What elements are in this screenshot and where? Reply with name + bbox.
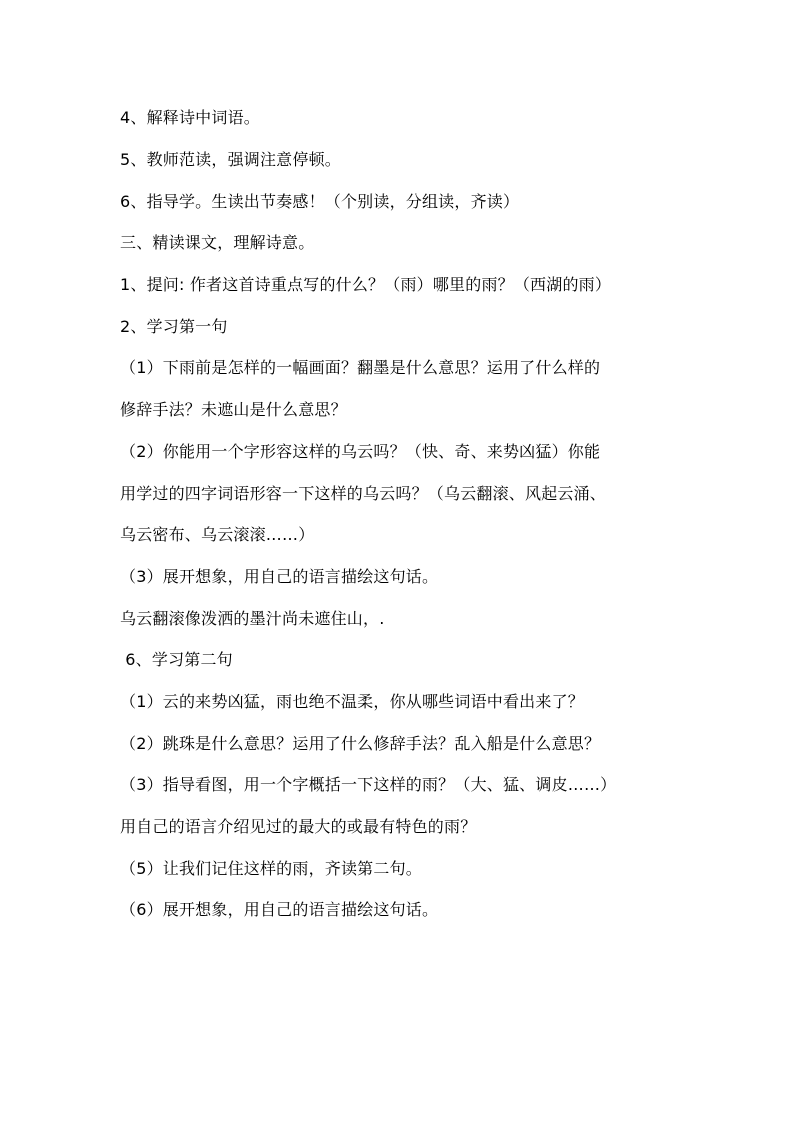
text-line: 2、学习第一句 bbox=[120, 317, 228, 336]
text-line: 5、教师范读，强调注意停顿。 bbox=[120, 150, 341, 169]
text-line: 6、指导学。生读出节奏感！（个别读，分组读，齐读） bbox=[120, 192, 520, 211]
text-line: （2）你能用一个字形容这样的乌云吗？（快、奇、来势凶猛）你能 bbox=[120, 442, 601, 461]
text-line: 乌云翻滚像泼洒的墨汁尚未遮住山，. bbox=[120, 609, 385, 628]
text-line: 乌云密布、乌云滚滚……） bbox=[120, 525, 315, 544]
text-line: （3）展开想象，用自己的语言描绘这句话。 bbox=[120, 567, 439, 586]
section-heading: 三、精读课文，理解诗意。 bbox=[120, 233, 315, 252]
text-line: 用学过的四字词语形容一下这样的乌云吗？（乌云翻滚、风起云涌、 bbox=[120, 484, 607, 503]
text-line: （2）跳珠是什么意思？运用了什么修辞手法？乱入船是什么意思？ bbox=[120, 734, 601, 753]
text-line: （1）云的来势凶猛，雨也绝不温柔，你从哪些词语中看出来了？ bbox=[120, 692, 584, 711]
text-line: 4、解释诗中词语。 bbox=[120, 108, 260, 127]
text-line: （1）下雨前是怎样的一幅画面？翻墨是什么意思？运用了什么样的 bbox=[120, 358, 601, 377]
text-line: 修辞手法？未遮山是什么意思？ bbox=[120, 400, 347, 419]
text-line: （6）展开想象，用自己的语言描绘这句话。 bbox=[120, 900, 439, 919]
text-line: （5）让我们记住这样的雨，齐读第二句。 bbox=[120, 859, 422, 878]
text-line: 用自己的语言介绍见过的最大的或最有特色的雨？ bbox=[120, 817, 477, 836]
text-line: （3）指导看图，用一个字概括一下这样的雨？（大、猛、调皮……） bbox=[120, 775, 617, 794]
text-line: 6、学习第二句 bbox=[120, 650, 233, 669]
text-line: 1、提问: 作者这首诗重点写的什么？（雨）哪里的雨？（西湖的雨） bbox=[120, 275, 612, 294]
